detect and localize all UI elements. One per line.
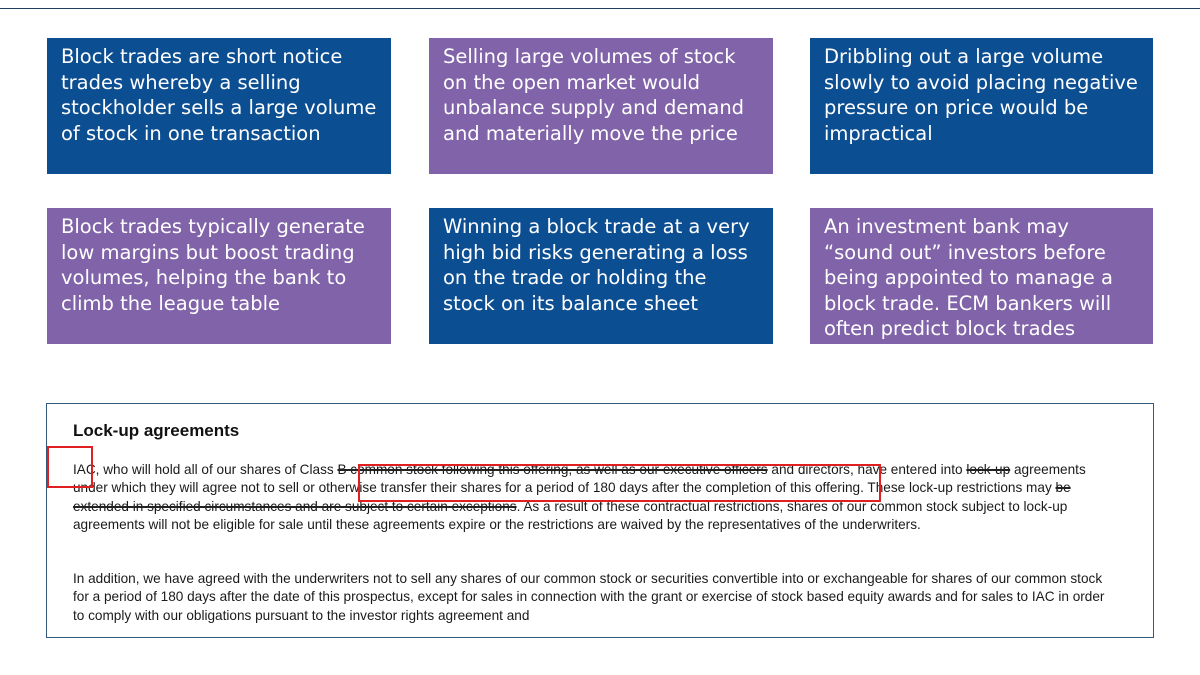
prospectus-excerpt-panel <box>46 403 1154 638</box>
card-high-bid-risk: Winning a block trade at a very high bid risks generating a loss on the trade or holding the stock on its balance sheet <box>429 208 773 344</box>
excerpt-title: Lock-up agreements <box>73 421 240 440</box>
para1-struck-text-2: lock-up <box>966 462 1011 477</box>
para1-text-3: agreements under which they will agree not to sell or otherwise transfer their shares for a period of 180 days after the completion of this offering. These lock-up restrictions may <box>73 462 1086 496</box>
top-divider <box>0 8 1200 9</box>
card-low-margins: Block trades typically generate low margins but boost trading volumes, helping the bank to climb the league table <box>47 208 391 344</box>
card-dribbling-impractical: Dribbling out a large volume slowly to avoid placing negative pressure on price would be impractical <box>810 38 1153 174</box>
card-open-market-impact: Selling large volumes of stock on the open market would unbalance supply and demand and materially move the price <box>429 38 773 174</box>
para1-struck-text-1: B common stock following this offering, as well as our executive officers <box>337 462 768 477</box>
para1-text-4: . As a result of these contractual restrictions, shares of our common stock subject to lock-up agreements will not be eligible for sale until these agreements expire or the restrictions are waived by the representatives of the underwriters. <box>73 498 1068 532</box>
lockup-paragraph <box>73 461 1113 534</box>
para1-text-2: and directors, have entered into <box>767 462 967 477</box>
card-sound-out-investors: An investment bank may “sound out” investors before being appointed to manage a block trade. ECM bankers will often predict block trades <box>810 208 1153 344</box>
para1-struck-text-3: be extended in specified circumstances and are subject to certain exceptions <box>73 480 1071 514</box>
card-block-trades-definition: Block trades are short notice trades whereby a selling stockholder sells a large volume of stock in one transaction <box>47 38 391 174</box>
underwriters-paragraph: In addition, we have agreed with the underwriters not to sell any shares of our common stock or securities convertible into or exchangeable for shares of our common stock for a period of 180 days after the date of this prospectus, except for sales in connection with the grant or exercise of stock based equity awards and for sales to IAC in order to comply with our obligations pursuant to the investor rights agreement and <box>73 571 1105 623</box>
para1-text-1: IAC, who will hold all of our shares of Class <box>73 462 338 477</box>
